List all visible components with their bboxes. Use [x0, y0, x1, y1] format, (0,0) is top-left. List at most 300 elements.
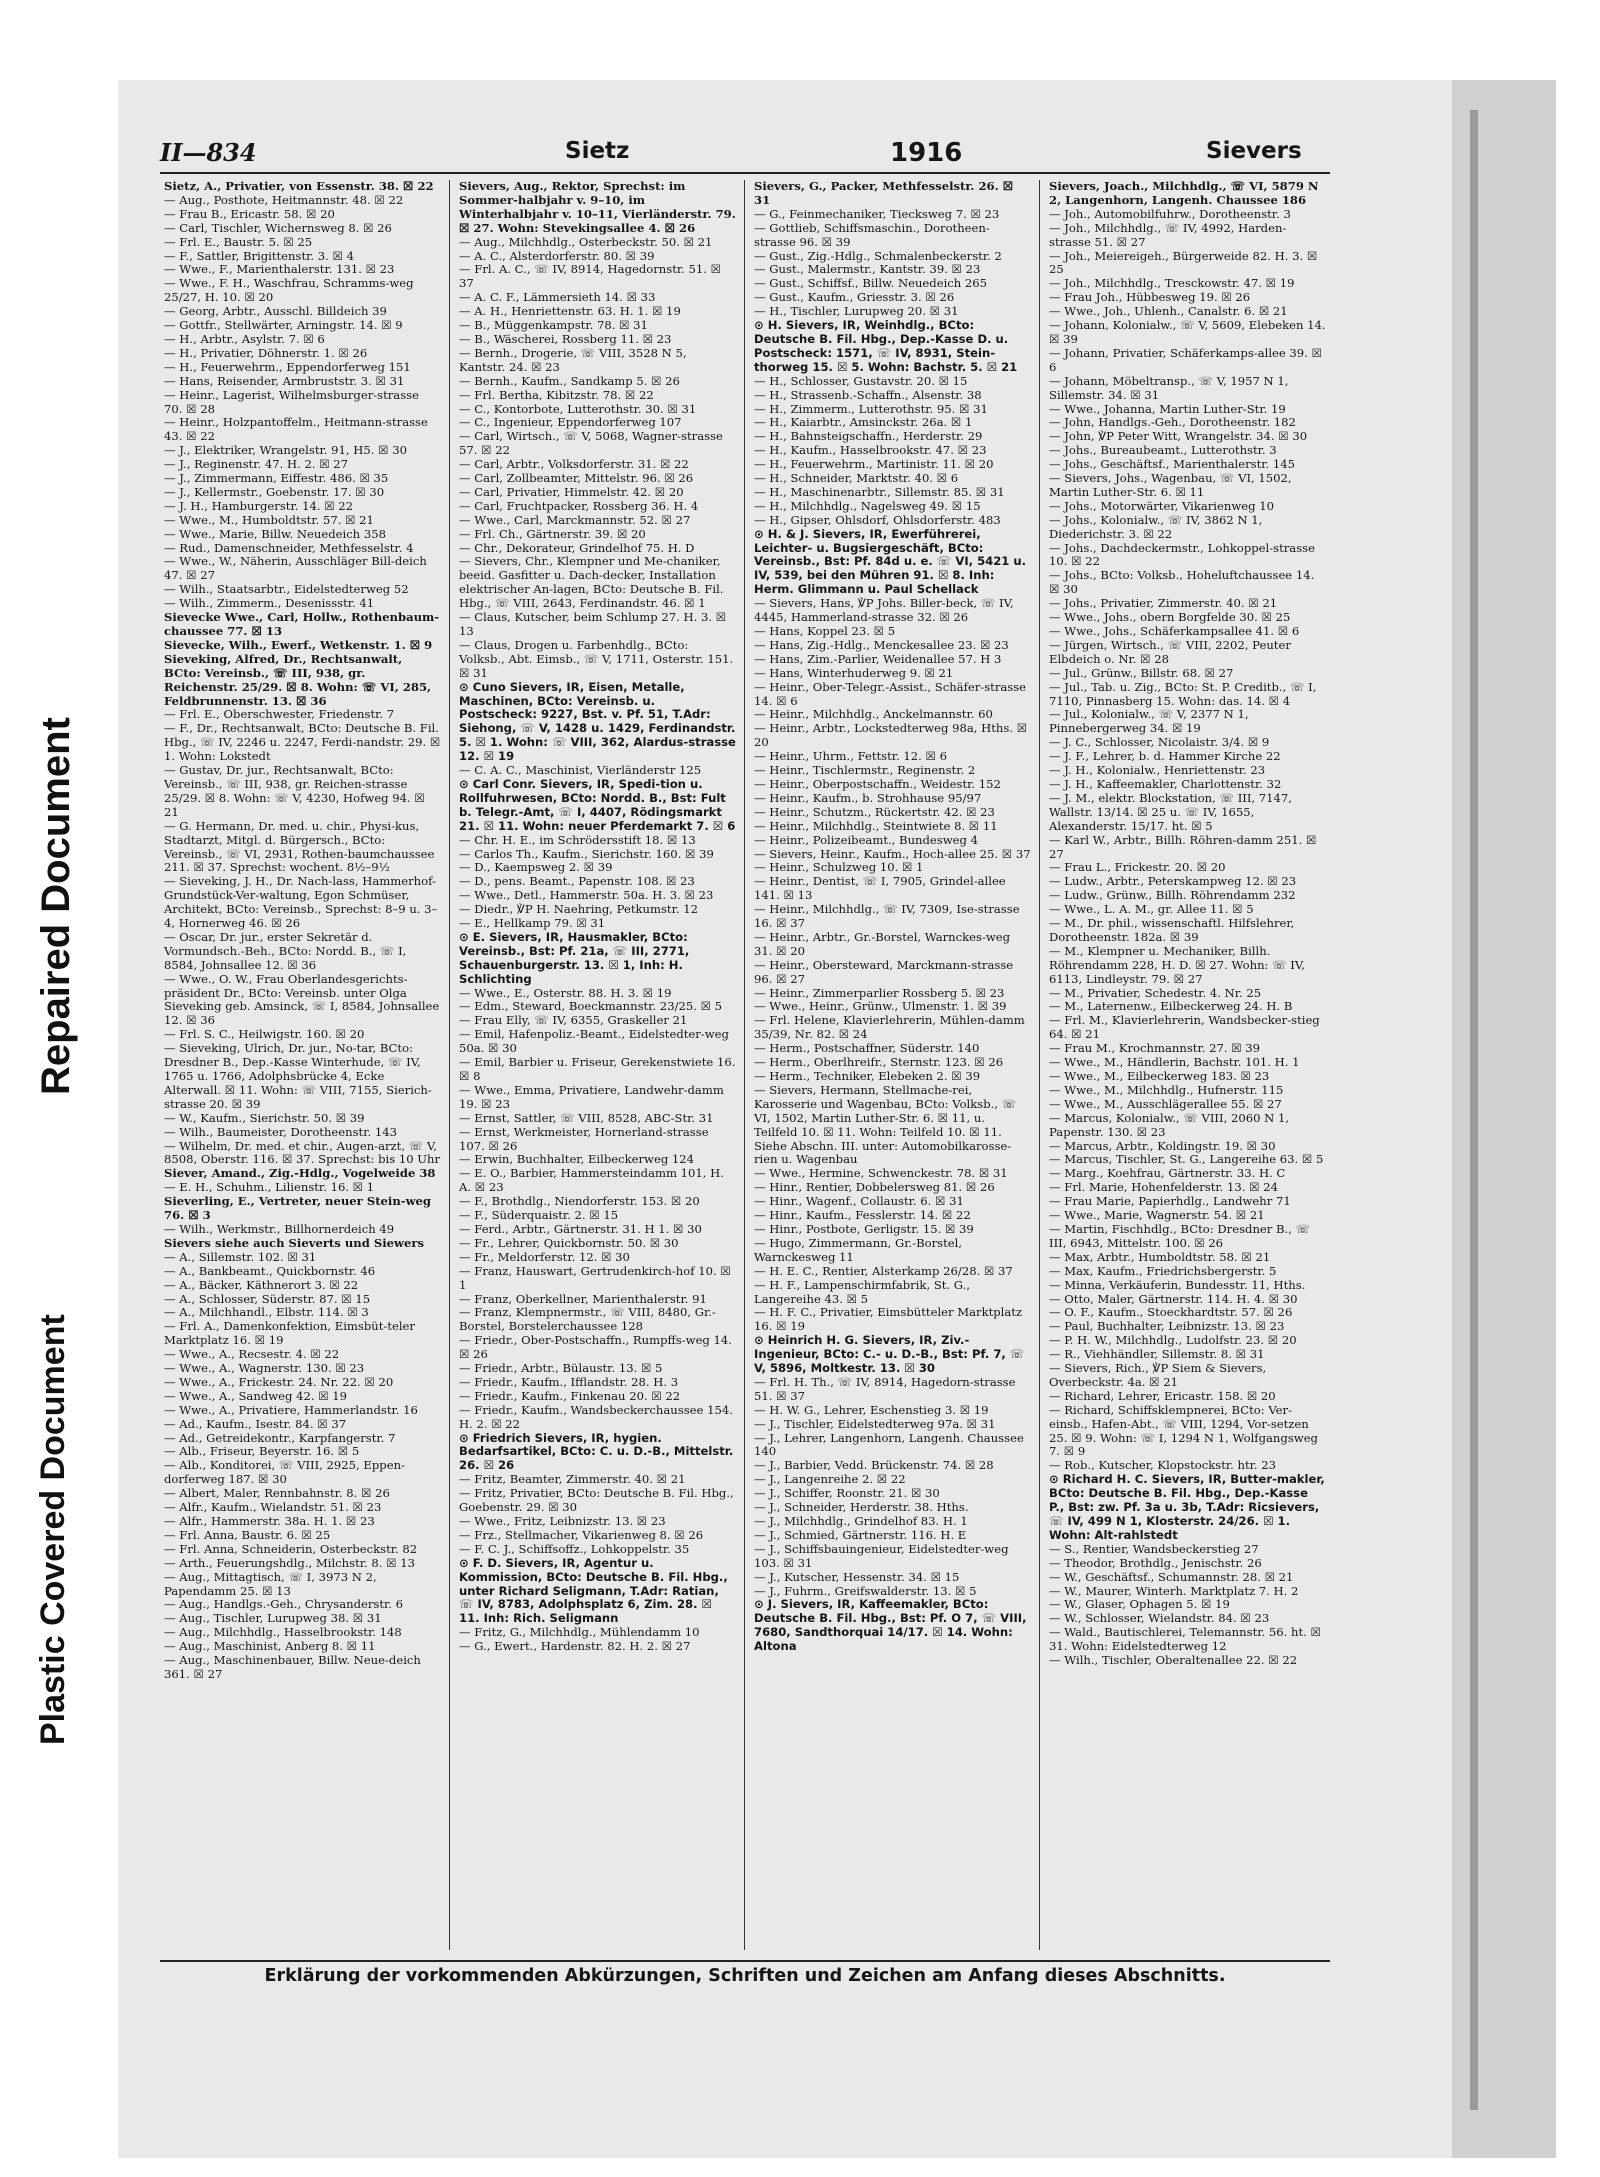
- directory-entry: — H. W. G., Lehrer, Eschenstieg 3. ☒ 19: [754, 1402, 989, 1417]
- directory-entry: — Heinr., Schulzweg 10. ☒ 1: [754, 860, 924, 875]
- directory-entry: — Alb., Friseur, Beyerstr. 16. ☒ 5: [164, 1444, 360, 1459]
- directory-entry: — Wwe., E., Osterstr. 88. H. 3. ☒ 19: [459, 985, 672, 1000]
- directory-entry: — Sieveking, J. H., Dr. Nach-lass, Hammerhof-Grundstück-Ver-waltung, Egon Schmüser, Architekt, BCto: Vereinsb., Sprechst: 8–9 u. 3–4, Hornerweg 46. ☒ 26: [164, 874, 438, 931]
- directory-entry: Sieverling, E., Vertreter, neuer Stein-weg 76. ☒ 3: [164, 1194, 432, 1223]
- directory-entry: — B., Müggenkampstr. 78. ☒ 31: [459, 318, 648, 333]
- directory-entry: ⊙ Heinrich H. G. Sievers, IR, Ziv.-Ingenieur, BCto: C.- u. D.-B., Bst: Pf. 7, ☏ V, 5896, Moltkestr. 13. ☒ 30: [754, 1333, 1025, 1376]
- column-divider: [1039, 180, 1040, 1950]
- directory-entry: — Frl. Anna, Baustr. 6. ☒ 25: [164, 1527, 331, 1542]
- directory-entry: — Heinr., Ober-Telegr.-Assist., Schäfer-strasse 14. ☒ 6: [754, 679, 1027, 708]
- directory-entry: — J. H., Hamburgerstr. 14. ☒ 22: [164, 498, 354, 513]
- directory-entry: — Friedr., Kaufm., Finkenau 20. ☒ 22: [459, 1388, 681, 1403]
- directory-entry: — Heinr., Arbtr., Gr.-Borstel, Warnckes-weg 31. ☒ 20: [754, 929, 1011, 958]
- directory-entry: — Frl. S. C., Heilwigstr. 160. ☒ 20: [164, 1027, 365, 1042]
- directory-entry: — Richard, Lehrer, Ericastr. 158. ☒ 20: [1049, 1388, 1276, 1403]
- directory-entry: — Bernh., Drogerie, ☏ VIII, 3528 N 5, Kantstr. 24. ☒ 23: [459, 345, 687, 374]
- directory-entry: — Fritz, Privatier, BCto: Deutsche B. Fil. Hbg., Goebenstr. 29. ☒ 30: [459, 1486, 734, 1515]
- directory-entry: — Fritz, Beamter, Zimmerstr. 40. ☒ 21: [459, 1472, 686, 1487]
- directory-entry: — Wwe., W., Näherin, Ausschläger Bill-deich 47. ☒ 27: [164, 554, 427, 583]
- directory-entry: — Wilh., Zimmerm., Desenissstr. 41: [164, 596, 375, 611]
- directory-entry: — S., Rentier, Wandsbeckerstieg 27: [1049, 1541, 1259, 1556]
- directory-entry: — P. H. W., Milchhdlg., Ludolfstr. 23. ☒ 20: [1049, 1333, 1297, 1348]
- directory-entry: Sieveking, Alfred, Dr., Rechtsanwalt, BCto: Vereinsb., ☏ III, 938, gr. Reichenstr. 25/29. ☒ 8. Wohn: ☏ VI, 285, Feldbrunnenstr. 13. ☒ 36: [164, 651, 432, 708]
- directory-entry: — F., Süderquaistr. 2. ☒ 15: [459, 1208, 619, 1223]
- directory-entry: — Jul., Kolonialw., ☏ V, 2377 N 1, Pinnebergerweg 34. ☒ 19: [1049, 707, 1249, 736]
- directory-entry: — Aug., Tischler, Lurupweg 38. ☒ 31: [164, 1611, 382, 1626]
- directory-entry: — Wwe., A., Frickestr. 24. Nr. 22. ☒ 20: [164, 1374, 394, 1389]
- directory-entry: — Frl. Bertha, Kibitzstr. 78. ☒ 22: [459, 387, 654, 402]
- directory-entry: — Wwe., Carl, Marckmannstr. 52. ☒ 27: [459, 512, 691, 527]
- directory-entry: — Ad., Getreidekontr., Karpfangerstr. 7: [164, 1430, 396, 1445]
- directory-entry: — Frz., Stellmacher, Vikarienweg 8. ☒ 26: [459, 1527, 704, 1542]
- directory-entry: — J., Milchhdlg., Grindelhof 83. H. 1: [754, 1514, 968, 1528]
- directory-entry: — Franz, Oberkellner, Marienthalerstr. 91: [459, 1291, 707, 1306]
- directory-entry: — Heinr., Lagerist, Wilhelmsburger-strasse 70. ☒ 28: [164, 387, 419, 416]
- directory-entry: — Wwe., Marie, Wagnerstr. 54. ☒ 21: [1049, 1208, 1265, 1223]
- directory-entry: — Georg, Arbtr., Ausschl. Billdeich 39: [164, 304, 387, 319]
- directory-entry: — Frau M., Krochmannstr. 27. ☒ 39: [1049, 1041, 1261, 1056]
- directory-entry: — Frl. Marie, Hohenfelderstr. 13. ☒ 24: [1049, 1180, 1278, 1195]
- directory-entry: — Frl. A., Damenkonfektion, Eimsbüt-teler Marktplatz 16. ☒ 19: [164, 1319, 415, 1348]
- page-binding-shadow: [1470, 110, 1478, 2110]
- directory-entry: — Wwe., Hermine, Schwenckestr. 78. ☒ 31: [754, 1166, 1008, 1181]
- directory-entry: — Hans, Winterhuderweg 9. ☒ 21: [754, 665, 954, 680]
- directory-entry: — Wwe., M., Händlerin, Bachstr. 101. H. 1: [1049, 1055, 1300, 1070]
- directory-entry: — C., Kontorbote, Lutterothstr. 30. ☒ 31: [459, 401, 697, 416]
- directory-entry: — Hinr., Kaufm., Fesslerstr. 14. ☒ 22: [754, 1208, 971, 1223]
- directory-entry: — Richard, Schiffsklempnerei, BCto: Ver-einsb., Hafen-Abt., ☏ VIII, 1294, Vor-setzen 25. ☒ 9. Wohn: ☏ I, 1294 N 1, Wolfgangsweg 7. ☒ 9: [1049, 1402, 1318, 1459]
- abbreviations-footnote: Erklärung der vorkommenden Abkürzungen, Schriften und Zeichen am Anfang dieses Abschnitts.: [160, 1960, 1330, 1986]
- directory-entry: — Herm., Postschaffner, Süderstr. 140: [754, 1041, 980, 1056]
- directory-entry: — Wilh., Werkmstr., Billhornerdeich 49: [164, 1221, 395, 1236]
- directory-entry: — J., Zimmermann, Eiffestr. 486. ☒ 35: [164, 471, 389, 486]
- directory-entry: — Wwe., Johs., obern Borgfelde 30. ☒ 25: [1049, 610, 1291, 625]
- directory-entry: — Carl, Wirtsch., ☏ V, 5068, Wagner-strasse 57. ☒ 22: [459, 429, 723, 458]
- directory-entry: — Friedr., Ober-Postschaffn., Rumpffs-weg 14. ☒ 26: [459, 1333, 732, 1362]
- directory-entry: — A. H., Henriettenstr. 63. H. 1. ☒ 19: [459, 304, 681, 319]
- directory-entry: — Joh., Milchhdlg., Tresckowstr. 47. ☒ 19: [1049, 276, 1295, 291]
- page-binding-edge: [1452, 80, 1556, 2158]
- directory-entry: — Heinr., Milchhdlg., Anckelmannstr. 60: [754, 707, 993, 722]
- directory-entry: — E., Hellkamp 79. ☒ 31: [459, 916, 606, 931]
- directory-entry: — J., Schiffer, Roonstr. 21. ☒ 30: [754, 1486, 940, 1501]
- directory-entry: — J. M., elektr. Blockstation, ☏ III, 7147, Wallstr. 13/14. ☒ 25 u. ☏ IV, 1655, Alexanderstr. 15/17. ht. ☒ 5: [1049, 790, 1292, 833]
- directory-entry: ⊙ Cuno Sievers, IR, Eisen, Metalle, Maschinen, BCto: Vereinsb. u. Postscheck: 9227, Bst. v. Pf. 51, T.Adr: Siehong, ☏ V, 1428 u. 1429, Ferdinandstr. 5. ☒ 1. Wohn: ☏ VIII, 362, Alardus-strasse 12. ☒ 19: [459, 679, 736, 764]
- directory-entry: — Hans, Reisender, Armbruststr. 3. ☒ 31: [164, 373, 405, 388]
- directory-entry: — Chr. H. E., im Schrödersstift 18. ☒ 13: [459, 832, 696, 847]
- directory-entry: — Ad., Kaufm., Isestr. 84. ☒ 37: [164, 1416, 347, 1431]
- directory-entry: — Marcus, Kolonialw., ☏ VIII, 2060 N 1, Papenstr. 130. ☒ 23: [1049, 1110, 1290, 1139]
- page-header: [160, 138, 1330, 174]
- directory-entry: — Alfr., Kaufm., Wielandstr. 51. ☒ 23: [164, 1500, 382, 1515]
- directory-entry: — Gust., Kaufm., Griesstr. 3. ☒ 26: [754, 290, 955, 305]
- directory-entry: — Wwe., A., Privatiere, Hammerlandstr. 16: [164, 1402, 418, 1417]
- directory-entry: — A., Sillemstr. 102. ☒ 31: [164, 1249, 317, 1264]
- directory-entry: — Franz, Klempnermstr., ☏ VIII, 8480, Gr.-Borstel, Borstelerchaussee 128: [459, 1305, 716, 1334]
- directory-entry: — Wwe., F., Marienthalerstr. 131. ☒ 23: [164, 262, 395, 277]
- directory-entry: — Bernh., Kaufm., Sandkamp 5. ☒ 26: [459, 373, 680, 388]
- directory-entry: — H., Tischler, Lurupweg 20. ☒ 31: [754, 304, 959, 319]
- directory-entry: — John, ℣P Peter Witt, Wrangelstr. 34. ☒ 30: [1049, 429, 1308, 444]
- directory-entry: — Johs., Dachdeckermstr., Lohkoppel-strasse 10. ☒ 22: [1049, 540, 1315, 569]
- directory-entry: — Johs., Privatier, Zimmerstr. 40. ☒ 21: [1049, 596, 1278, 611]
- directory-entry: — Martin, Fischhdlg., BCto: Dresdner B., ☏ III, 6943, Mittelstr. 100. ☒ 26: [1049, 1221, 1311, 1250]
- directory-entry: — Frl. Ch., Gärtnerstr. 39. ☒ 20: [459, 526, 646, 541]
- directory-entry: — F. C. J., Schiffsoffz., Lohkoppelstr. 35: [459, 1541, 690, 1556]
- directory-entry: — Arth., Feuerungshdlg., Milchstr. 8. ☒ 13: [164, 1555, 415, 1570]
- directory-entry: — Hans, Koppel 23. ☒ 5: [754, 624, 896, 638]
- directory-entry: — Wald., Bautischlerei, Telemannstr. 56. ht. ☒ 31. Wohn: Eidelstedterweg 12: [1049, 1625, 1321, 1654]
- directory-entry: — Heinr., Schutzm., Rückertstr. 42. ☒ 23: [754, 804, 995, 819]
- directory-entry: — Carlos Th., Kaufm., Sierichstr. 160. ☒ 39: [459, 846, 714, 861]
- directory-entry: — J., Barbier, Vedd. Brückenstr. 74. ☒ 28: [754, 1458, 994, 1473]
- directory-entry: Sievers, Joach., Milchhdlg., ☏ VI, 5879 N 2, Langenhorn, Langenh. Chaussee 186: [1049, 180, 1319, 207]
- directory-entry: — Rob., Kutscher, Klopstockstr. htr. 23: [1049, 1458, 1277, 1473]
- directory-entry: — Frl. M., Klavierlehrerin, Wandsbecker-stieg 64. ☒ 21: [1049, 1013, 1320, 1042]
- directory-entry: — H., Bahnsteigschaffn., Herderstr. 29: [754, 429, 983, 444]
- directory-entry: — Frau Elly, ☏ IV, 6355, Graskeller 21: [459, 1013, 688, 1028]
- directory-entry: — F., Sattler, Brigittenstr. 3. ☒ 4: [164, 248, 354, 263]
- directory-entry: — Hinr., Postbote, Gerligstr. 15. ☒ 39: [754, 1221, 974, 1236]
- directory-entry: — Rud., Damenschneider, Methfesselstr. 4: [164, 540, 414, 555]
- directory-entry: — Wwe., Johanna, Martin Luther-Str. 19: [1049, 401, 1286, 416]
- directory-entry: — W., Kaufm., Sierichstr. 50. ☒ 39: [164, 1110, 365, 1125]
- directory-entry: — Friedr., Kaufm., Ifflandstr. 28. H. 3: [459, 1374, 679, 1389]
- directory-entry: — Erwin, Buchhalter, Eilbeckerweg 124: [459, 1152, 695, 1167]
- directory-entry: — Max, Arbtr., Humboldtstr. 58. ☒ 21: [1049, 1249, 1271, 1264]
- page-number: II—834: [160, 138, 257, 167]
- directory-entry: — Sievers, Johs., Wagenbau, ☏ VI, 1502, Martin Luther-Str. 6. ☒ 11: [1049, 471, 1292, 499]
- directory-entry: — Carl, Privatier, Himmelstr. 42. ☒ 20: [459, 484, 684, 499]
- directory-entry: — J. C., Schlosser, Nicolaistr. 3/4. ☒ 9: [1049, 735, 1270, 750]
- directory-entry: — J. H., Kolonialw., Henriettenstr. 23: [1049, 763, 1266, 778]
- directory-entry: — Jul., Tab. u. Zig., BCto: St. P. Creditb., ☏ I, 7110, Pinnasberg 15. Wohn: das. 14. ☒ 4: [1049, 679, 1317, 708]
- directory-entry: — Frl. Anna, Schneiderin, Osterbeckstr. 82: [164, 1541, 418, 1556]
- directory-entry: — Carl, Zollbeamter, Mittelstr. 96. ☒ 26: [459, 471, 694, 486]
- directory-entry: Sievers, G., Packer, Methfesselstr. 26. ☒ 31: [754, 180, 1014, 207]
- directory-entry: — J., Schiffsbauingenieur, Eidelstedter-weg 103. ☒ 31: [754, 1541, 1009, 1570]
- directory-entry: — Joh., Automobilfuhrw., Dorotheenstr. 3: [1049, 206, 1291, 221]
- directory-entry: — H. F. C., Privatier, Eimsbütteler Marktplatz 16. ☒ 19: [754, 1305, 1023, 1334]
- directory-entry: — H. F., Lampenschirmfabrik, St. G., Langereihe 43. ☒ 5: [754, 1277, 971, 1306]
- directory-entry: — H., Kaiarbtr., Amsinckstr. 26a. ☒ 1: [754, 415, 973, 430]
- directory-entry: ⊙ Friedrich Sievers, IR, hygien. Bedarfsartikel, BCto: C. u. D.-B., Mittelstr. 26. ☒ 26: [459, 1430, 734, 1473]
- directory-entry: — Hugo, Zimmermann, Gr.-Borstel, Warnckesweg 11: [754, 1235, 963, 1264]
- directory-entry: — Chr., Dekorateur, Grindelhof 75. H. D: [459, 540, 695, 555]
- directory-entry: — Wwe., M., Humboldtstr. 57. ☒ 21: [164, 512, 374, 527]
- directory-entry: — Wilh., Baumeister, Dorotheenstr. 143: [164, 1124, 397, 1139]
- directory-entry: — Heinr., Polizeibeamt., Bundesweg 4: [754, 832, 979, 847]
- directory-entry: — Frl. A. C., ☏ IV, 8914, Hagedornstr. 51. ☒ 37: [459, 262, 722, 291]
- directory-entry: — J. F., Lehrer, b. d. Hammer Kirche 22: [1049, 749, 1281, 764]
- directory-entry: Sievecke, Wilh., Ewerf., Wetkenstr. 1. ☒ 9: [164, 637, 433, 652]
- directory-entry: — Frl. E., Baustr. 5. ☒ 25: [164, 234, 313, 249]
- directory-entry: — Wwe., Heinr., Grünw., Ulmenstr. 1. ☒ 39: [754, 999, 1007, 1014]
- directory-entry: — M., Dr. phil., wissenschaftl. Hilfslehrer, Dorotheenstr. 182a. ☒ 39: [1049, 916, 1295, 944]
- directory-entry: — Wwe., M., Eilbeckerweg 183. ☒ 23: [1049, 1069, 1270, 1083]
- directory-entry: — C. A. C., Maschinist, Vierländerstr 125: [459, 763, 702, 778]
- directory-entry: — Diedr., ℣P H. Naehring, Petkumstr. 12: [459, 902, 698, 917]
- directory-entry: — Wwe., O. W., Frau Oberlandesgerichts-präsident Dr., BCto: Vereinsb. unter Olga Sieveking geb. Amsinck, ☏ I, 8584, Johnsallee 12. ☒ 36: [164, 971, 440, 1028]
- directory-entry: Sietz, A., Privatier, von Essenstr. 38. ☒ 22: [164, 180, 434, 193]
- directory-entry: — Johs., Bureaubeamt., Lutterothstr. 3: [1049, 443, 1277, 458]
- directory-entry: — Max, Kaufm., Friedrichsbergerstr. 5: [1049, 1263, 1277, 1278]
- directory-entry: — Oscar, Dr. jur., erster Sekretär d. Vormundsch.-Beh., BCto: Nordd. B., ☏ I, 8584, Johnsallee 12. ☒ 36: [164, 929, 407, 972]
- directory-entry: — Fr., Meldorferstr. 12. ☒ 30: [459, 1249, 630, 1264]
- directory-entry: — Johann, Kolonialw., ☏ V, 5609, Elebeken 14. ☒ 39: [1049, 318, 1326, 346]
- directory-entry: Sievers siehe auch Sieverts und Siewers: [164, 1235, 424, 1250]
- directory-entry: — Frau L., Frickestr. 20. ☒ 20: [1049, 860, 1226, 875]
- directory-entry: — Wwe., L. A. M., gr. Allee 11. ☒ 5: [1049, 902, 1254, 917]
- directory-entry: — C., Ingenieur, Eppendorferweg 107: [459, 415, 682, 430]
- directory-entry: Siever, Amand., Zig.-Hdlg., Vogelweide 38: [164, 1166, 436, 1181]
- directory-column-4: [1045, 180, 1330, 1950]
- directory-entry: — G., Ewert., Hardenstr. 82. H. 2. ☒ 27: [459, 1639, 691, 1654]
- directory-entry: — Gottfr., Stellwärter, Arningstr. 14. ☒ 9: [164, 318, 403, 333]
- directory-entry: — J., Langenreihe 2. ☒ 22: [754, 1472, 906, 1487]
- directory-entry: — M., Laternenw., Eilbeckerweg 24. H. B: [1049, 999, 1293, 1014]
- directory-entry: — G., Feinmechaniker, Tiecksweg 7. ☒ 23: [754, 206, 1000, 221]
- directory-entry: — Edm., Steward, Boeckmannstr. 23/25. ☒ 5: [459, 999, 723, 1014]
- directory-entry: — B., Wäscherei, Rossberg 11. ☒ 23: [459, 331, 672, 346]
- header-first-name: Sietz: [565, 138, 630, 164]
- directory-entry: — Ernst, Sattler, ☏ VIII, 8528, ABC-Str. 31: [459, 1110, 714, 1125]
- directory-entry: — H., Zimmerm., Lutterothstr. 95. ☒ 31: [754, 401, 988, 416]
- directory-entry: — Fritz, G., Milchhdlg., Mühlendamm 10: [459, 1625, 700, 1640]
- directory-entry: — Heinr., Obersteward, Marckmann-strasse 96. ☒ 27: [754, 957, 1014, 986]
- directory-entry: — Heinr., Tischlermstr., Reginenstr. 2: [754, 763, 976, 778]
- directory-entry: — Emil, Barbier u. Friseur, Gerekenstwiete 16. ☒ 8: [459, 1055, 736, 1083]
- directory-entry: — Joh., Milchhdlg., ☏ IV, 4992, Harden-strasse 51. ☒ 27: [1049, 220, 1287, 249]
- directory-entry: — Herm., Techniker, Elebeken 2. ☒ 39: [754, 1069, 981, 1083]
- directory-entry: — Ludw., Grünw., Billh. Röhrendamm 232: [1049, 888, 1296, 903]
- directory-entry: — Wilh., Tischler, Oberaltenallee 22. ☒ 22: [1049, 1653, 1298, 1668]
- directory-entry: — Aug., Maschinenbauer, Billw. Neue-deich 361. ☒ 27: [164, 1653, 421, 1681]
- directory-entry: — J. H., Kaffeemakler, Charlottenstr. 32: [1049, 776, 1282, 791]
- directory-entry: — Aug., Posthote, Heitmannstr. 48. ☒ 22: [164, 192, 404, 207]
- directory-entry: — H., Strassenb.-Schaffn., Alsenstr. 38: [754, 387, 982, 402]
- directory-entry: — Aug., Mittagtisch, ☏ I, 3973 N 2, Papendamm 25. ☒ 13: [164, 1569, 377, 1598]
- directory-entry: — D., pens. Beamt., Papenstr. 108. ☒ 23: [459, 874, 695, 889]
- directory-entry: — W., Geschäftsf., Schumannstr. 28. ☒ 21: [1049, 1569, 1294, 1584]
- directory-entry: — Wwe., Marie, Billw. Neuedeich 358: [164, 526, 386, 541]
- directory-entry: — Ernst, Werkmeister, Hornerland-strasse 107. ☒ 26: [459, 1124, 709, 1153]
- directory-entry: — W., Glaser, Ophagen 5. ☒ 19: [1049, 1597, 1230, 1612]
- directory-entry: — J., Kutscher, Hessenstr. 34. ☒ 15: [754, 1569, 960, 1584]
- directory-entry: — Wwe., F. H., Waschfrau, Schramms-weg 25/27, H. 10. ☒ 20: [164, 276, 414, 305]
- directory-entry: — Heinr., Kaufm., b. Strohhause 95/97: [754, 790, 982, 805]
- directory-entry: ⊙ F. D. Sievers, IR, Agentur u. Kommission, BCto: Deutsche B. Fil. Hbg., unter Richard Seligmann, T.Adr: Ratian, ☏ IV, 8783, Adolphsplatz 6, Zim. 28. ☒ 11. Inh: Rich. Seligmann: [459, 1555, 728, 1626]
- directory-entry: — Frau Joh., Hübbesweg 19. ☒ 26: [1049, 290, 1251, 305]
- directory-column-2: [455, 180, 740, 1950]
- directory-entry: — Claus, Drogen u. Farbenhdlg., BCto: Volksb., Abt. Eimsb., ☏ V, 1711, Osterstr. 151. ☒ 31: [459, 637, 734, 680]
- directory-entry: — Jul., Grünw., Billstr. 68. ☒ 27: [1049, 665, 1234, 680]
- directory-entry: — Frl. Helene, Klavierlehrerin, Mühlen-damm 35/39, Nr. 82. ☒ 24: [754, 1013, 1025, 1042]
- directory-entry: ⊙ H. & J. Sievers, IR, Ewerführerei, Leichter- u. Bugsiergeschäft, BCto: Vereinsb., Bst: Pf. 84d u. e. ☏ VI, 5421 u. IV, 539, bei den Mühren 91. ☒ 8. Inh: Herm. Glimmann u. Paul Schellack: [754, 526, 1027, 597]
- directory-entry: — Wwe., Fritz, Leibnizstr. 13. ☒ 23: [459, 1514, 666, 1528]
- directory-entry: — Frau B., Ericastr. 58. ☒ 20: [164, 206, 335, 221]
- directory-entry: — Wwe., Johs., Schäferkampsallee 41. ☒ 6: [1049, 624, 1300, 638]
- directory-entry: — O. F., Kaufm., Stoeckhardtstr. 57. ☒ 26: [1049, 1305, 1293, 1320]
- directory-entry: — Wwe., A., Wagnerstr. 130. ☒ 23: [164, 1361, 365, 1376]
- directory-entry: — Marg., Koehfrau, Gärtnerstr. 33. H. C: [1049, 1166, 1286, 1181]
- directory-entry: — A., Bankbeamt., Quickbornstr. 46: [164, 1263, 376, 1278]
- directory-entry: — Heinr., Milchhdlg., Steintwiete 8. ☒ 11: [754, 818, 998, 833]
- directory-entry: Sievers, Aug., Rektor, Sprechst: im Sommer-halbjahr v. 9–10, im Winterhalbjahr v. 10–11, Vierländerstr. 79. ☒ 27. Wohn: Stevekingsallee 4. ☒ 26: [459, 180, 736, 235]
- header-year: 1916: [890, 138, 963, 168]
- directory-entry: — H., Privatier, Döhnerstr. 1. ☒ 26: [164, 345, 368, 360]
- directory-entry: — Sievers, Heinr., Kaufm., Hoch-allee 25. ☒ 37: [754, 846, 1031, 861]
- directory-entry: — J., Elektriker, Wrangelstr. 91, H5. ☒ 30: [164, 443, 407, 458]
- directory-entry: — A., Schlosser, Süderstr. 87. ☒ 15: [164, 1291, 371, 1306]
- directory-entry: — Aug., Handlgs.-Geh., Chrysanderstr. 6: [164, 1597, 404, 1612]
- directory-entry: — H., Milchhdlg., Nagelsweg 49. ☒ 15: [754, 498, 981, 513]
- directory-entry: — H., Gipser, Ohlsdorf, Ohlsdorferstr. 483: [754, 512, 1001, 527]
- directory-entry: — Sievers, Chr., Klempner und Me-chaniker, beeid. Gasfitter u. Dach-decker, Installation elektrischer An-lagen, BCto: Deutsche B. Fil. Hbg., ☏ VIII, 2643, Ferdinandstr. 46. ☒ 1: [459, 554, 724, 611]
- directory-entry: — Theodor, Brothdlg., Jenischstr. 26: [1049, 1555, 1262, 1570]
- directory-entry: — Gottlieb, Schiffsmaschin., Dorotheen-strasse 96. ☒ 39: [754, 220, 990, 249]
- directory-entry: — Ludw., Arbtr., Peterskampweg 12. ☒ 23: [1049, 874, 1297, 889]
- directory-entry: ⊙ H. Sievers, IR, Weinhdlg., BCto: Deutsche B. Fil. Hbg., Dep.-Kasse D. u. Postscheck: 1571, ☏ IV, 8931, Stein-thorweg 15. ☒ 5. Wohn: Bachstr. 5. ☒ 21: [754, 318, 1018, 374]
- column-divider: [449, 180, 450, 1950]
- directory-entry: — Gust., Zig.-Hdlg., Schmalenbeckerstr. 2: [754, 248, 1002, 263]
- directory-entry: — Heinr., Dentist, ☏ I, 7905, Grindel-allee 141. ☒ 13: [754, 874, 1006, 903]
- directory-entry: — Frl. E., Oberschwester, Friedenstr. 7: [164, 707, 395, 722]
- directory-entry: — Carl, Tischler, Wichernsweg 8. ☒ 26: [164, 220, 392, 235]
- directory-entry: — Gustav, Dr. jur., Rechtsanwalt, BCto: Vereinsb., ☏ III, 938, gr. Reichen-strasse 25/29. ☒ 8. Wohn: ☏ V, 4230, Hofweg 94. ☒ 21: [164, 763, 425, 819]
- directory-entry: — Friedr., Kaufm., Wandsbeckerchaussee 154. H. 2. ☒ 22: [459, 1402, 733, 1431]
- directory-entry: — Minna, Verkäuferin, Bundesstr. 11, Hths.: [1049, 1277, 1306, 1292]
- directory-entry: — A., Milchhandl., Elbstr. 114. ☒ 3: [164, 1305, 369, 1320]
- directory-entry: — Hans, Zim.-Parlier, Weidenallee 57. H 3: [754, 651, 1002, 666]
- directory-entry: — Alb., Konditorei, ☏ VIII, 2925, Eppen-dorferweg 187. ☒ 30: [164, 1458, 405, 1487]
- directory-entry: — D., Kaempsweg 2. ☒ 39: [459, 860, 613, 875]
- directory-entry: — Aug., Milchhdlg., Hasselbrookstr. 148: [164, 1625, 402, 1640]
- directory-entry: — Marcus, Arbtr., Koldingstr. 19. ☒ 30: [1049, 1138, 1276, 1153]
- directory-entry: — M., Privatier, Schedestr. 4. Nr. 25: [1049, 985, 1262, 1000]
- directory-entry: — Johs., BCto: Volksb., Hoheluftchaussee 14. ☒ 30: [1049, 568, 1315, 597]
- directory-entry: — H., Feuerwehrm., Eppendorferweg 151: [164, 359, 411, 374]
- directory-entry: — R., Viehhändler, Sillemstr. 8. ☒ 31: [1049, 1347, 1265, 1362]
- directory-entry: — Sievers, Hermann, Stellmache-rei, Karosserie und Wagenbau, BCto: Volksb., ☏ VI, 1502, Martin Luther-Str. 6. ☒ 11, u. Teilfeld 10. ☒ 11. Wohn: Teilfeld 10. ☒ 11. Siehe Abschn. III. unter: Automobilkarosse-rien u. Wagenbau: [754, 1082, 1017, 1167]
- directory-entry: — Aug., Milchhdlg., Osterbeckstr. 50. ☒ 21: [459, 234, 713, 249]
- directory-entry: — Johann, Möbeltransp., ☏ V, 1957 N 1, Sillemstr. 34. ☒ 31: [1049, 373, 1289, 402]
- directory-entry: — A., Bäcker, Käthnerort 3. ☒ 22: [164, 1277, 359, 1292]
- directory-entry: — Hans, Zig.-Hdlg., Menckesallee 23. ☒ 23: [754, 637, 1009, 652]
- directory-entry: — Carl, Fruchtpacker, Rossberg 36. H. 4: [459, 498, 699, 513]
- directory-entry: — Sieveking, Ulrich, Dr. jur., No-tar, BCto: Dresdner B., Dep.-Kasse Winterhude, ☏ IV, 1765 u. 1766, Adolphsbrücke 4, Ecke Alterwall. ☒ 11. Wohn: ☏ VIII, 7155, Sierich-strasse 20. ☒ 39: [164, 1041, 432, 1111]
- directory-entry: — Friedr., Arbtr., Bülaustr. 13. ☒ 5: [459, 1361, 663, 1376]
- directory-entry: — Karl W., Arbtr., Billh. Röhren-damm 251. ☒ 27: [1049, 832, 1317, 861]
- directory-entry: — Sievers, Hans, ℣P Johs. Biller-beck, ☏ IV, 4445, Hammerland-strasse 32. ☒ 26: [754, 596, 1014, 625]
- directory-entry: — Wwe., Emma, Privatiere, Landwehr-damm 19. ☒ 23: [459, 1082, 724, 1111]
- directory-entry: — Gust., Malermstr., Kantstr. 39. ☒ 23: [754, 262, 981, 277]
- directory-entry: — W., Maurer, Winterh. Marktplatz 7. H. 2: [1049, 1583, 1299, 1598]
- directory-entry: — Emil, Hafenpoliz.-Beamt., Eidelstedter-weg 50a. ☒ 30: [459, 1027, 729, 1056]
- directory-entry: — Heinr., Milchhdlg., ☏ IV, 7309, Ise-strasse 16. ☒ 37: [754, 902, 1020, 931]
- directory-entry: — J., Schmied, Gärtnerstr. 116. H. E: [754, 1527, 967, 1542]
- directory-entry: — F., Brothdlg., Niendorferstr. 153. ☒ 20: [459, 1194, 700, 1209]
- directory-entry: — A. C. F., Lämmersieth 14. ☒ 33: [459, 290, 656, 305]
- directory-entry: Sievecke Wwe., Carl, Hollw., Rothenbaum-chaussee 77. ☒ 13: [164, 610, 440, 638]
- directory-entry: — H., Kaufm., Hasselbrookstr. 47. ☒ 23: [754, 443, 987, 458]
- directory-entry: — Joh., Meiereigeh., Bürgerweide 82. H. 3. ☒ 25: [1049, 248, 1318, 277]
- directory-entry: — J., Reginenstr. 47. H. 2. ☒ 27: [164, 457, 349, 472]
- column-divider: [744, 180, 745, 1950]
- directory-entry: — Heinr., Arbtr., Lockstedterweg 98a, Hths. ☒ 20: [754, 721, 1028, 750]
- directory-entry: ⊙ J. Sievers, IR, Kaffeemakler, BCto: Deutsche B. Fil. Hbg., Bst: Pf. O 7, ☏ VIII, 7680, Sandthorquai 14/17. ☒ 14. Wohn: Altona: [754, 1597, 1027, 1654]
- directory-entry: — Wwe., A., Recsestr. 4. ☒ 22: [164, 1347, 340, 1362]
- directory-entry: — Wilhelm, Dr. med. et chir., Augen-arzt, ☏ V, 8508, Oberstr. 116. ☒ 37. Sprechst: bis 10 Uhr: [164, 1138, 441, 1167]
- header-last-name: Sievers: [1206, 138, 1302, 164]
- directory-entry: — G. Hermann, Dr. med. u. chir., Physi-kus, Stadtarzt, Mitgl. d. Bürgersch., BCto: Vereinsb., ☏ VI, 2931, Rothen-baumchaussee 211. ☒ 37. Sprechst: wochent. 8½–9½: [164, 818, 435, 875]
- directory-entry: — E. O., Barbier, Hammersteindamm 101, H. A. ☒ 23: [459, 1166, 724, 1195]
- directory-entry: — Ferd., Arbtr., Gärtnerstr. 31. H 1. ☒ 30: [459, 1221, 702, 1236]
- repaired-document-label: Repaired Document: [34, 717, 78, 1095]
- directory-entry: — Wwe., Joh., Uhlenh., Canalstr. 6. ☒ 21: [1049, 304, 1288, 319]
- directory-entry: — Sievers, Rich., ℣P Siem & Sievers, Overbeckstr. 4a. ☒ 21: [1049, 1361, 1267, 1389]
- directory-entry: — F., Dr., Rechtsanwalt, BCto: Deutsche B. Fil. Hbg., ☏ IV, 2246 u. 2247, Ferdi-nandstr. 29. ☒ 1. Wohn: Lokstedt: [164, 721, 441, 764]
- directory-entry: — Johs., Kolonialw., ☏ IV, 3862 N 1, Diederichstr. 3. ☒ 22: [1049, 512, 1263, 541]
- directory-column-3: [750, 180, 1035, 1950]
- directory-entry: — Jürgen, Wirtsch., ☏ VIII, 2202, Peuter Elbdeich o. Nr. ☒ 28: [1049, 637, 1291, 666]
- directory-entry: — Herm., Oberlhreifr., Sternstr. 123. ☒ 26: [754, 1055, 1004, 1070]
- directory-entry: — H., Maschinenarbtr., Sillemstr. 85. ☒ 31: [754, 484, 1005, 499]
- directory-entry: — Wilh., Staatsarbtr., Eidelstedterweg 52: [164, 582, 409, 597]
- directory-entry: — Frl. H. Th., ☏ IV, 8914, Hagedorn-strasse 51. ☒ 37: [754, 1374, 1016, 1403]
- directory-entry: — Heinr., Oberpostschaffn., Weidestr. 152: [754, 776, 1001, 791]
- directory-entry: — A. C., Alsterdorferstr. 80. ☒ 39: [459, 248, 655, 263]
- directory-entry: — H., Schlosser, Gustavstr. 20. ☒ 15: [754, 373, 968, 388]
- directory-entry: — Wwe., Detl., Hammerstr. 50a. H. 3. ☒ 23: [459, 888, 714, 903]
- directory-entry: — Wwe., M., Ausschlägerallee 55. ☒ 27: [1049, 1096, 1282, 1111]
- plastic-covered-document-label: Plastic Covered Document: [34, 1314, 72, 1745]
- directory-entry: — Paul, Buchhalter, Leibnizstr. 13. ☒ 23: [1049, 1319, 1285, 1334]
- directory-entry: ⊙ Richard H. C. Sievers, IR, Butter-makler, BCto: Deutsche B. Fil. Hbg., Dep.-Kasse P., Bst: zw. Pf. 3a u. 3b, T.Adr: Ricsievers, ☏ IV, 499 N 1, Klosterstr. 24/26. ☒ 1. Wohn: Alt-rahlstedt: [1049, 1472, 1325, 1542]
- directory-entry: — Hinr., Wagenf., Collaustr. 6. ☒ 31: [754, 1194, 964, 1209]
- directory-entry: — Johs., Geschäftsf., Marienthalerstr. 145: [1049, 457, 1296, 472]
- directory-entry: — Heinr., Uhrm., Fettstr. 12. ☒ 6: [754, 749, 947, 764]
- directory-entry: — Albert, Maler, Rennbahnstr. 8. ☒ 26: [164, 1486, 390, 1501]
- directory-entry: — J., Schneider, Herderstr. 38. Hths.: [754, 1500, 969, 1515]
- directory-entry: ⊙ E. Sievers, IR, Hausmakler, BCto: Vereinsb., Bst: Pf. 21a, ☏ III, 2771, Schauenburgerstr. 13. ☒ 1, Inh: H. Schlichting: [459, 929, 690, 986]
- directory-entry: — Alfr., Hammerstr. 38a. H. 1. ☒ 23: [164, 1514, 375, 1528]
- directory-entry: — Frau Marie, Papierhdlg., Landwehr 71: [1049, 1194, 1291, 1209]
- directory-entry: — Heinr., Zimmerparlier Rossberg 5. ☒ 23: [754, 985, 1005, 1000]
- directory-entry: — Marcus, Tischler, St. G., Langereihe 63. ☒ 5: [1049, 1152, 1324, 1167]
- directory-entry: — J., Tischler, Eidelstedterweg 97a. ☒ 31: [754, 1416, 996, 1431]
- directory-entry: — Aug., Maschinist, Anberg 8. ☒ 11: [164, 1639, 376, 1654]
- directory-entry: — Wwe., M., Milchhdlg., Hufnerstr. 115: [1049, 1082, 1284, 1097]
- directory-entry: — Gust., Schiffsf., Billw. Neuedeich 265: [754, 276, 988, 291]
- directory-entry: — Hinr., Rentier, Dobbelersweg 81. ☒ 26: [754, 1180, 995, 1195]
- directory-entry: — John, Handlgs.-Geh., Dorotheenstr. 182: [1049, 415, 1296, 430]
- directory-entry: — Johs., Motorwärter, Vikarienweg 10: [1049, 498, 1274, 513]
- directory-entry: — Heinr., Holzpantoffelm., Heitmann-strasse 43. ☒ 22: [164, 415, 428, 444]
- directory-entry: ⊙ Carl Conr. Sievers, IR, Spedi-tion u. Rollfuhrwesen, BCto: Nordd. B., Bst: Fult b. Telegr.-Amt, ☏ I, 4407, Rödingsmarkt 21. ☒ 11. Wohn: neuer Pferdemarkt 7. ☒ 6: [459, 776, 736, 833]
- directory-entry: — H., Arbtr., Asylstr. 7. ☒ 6: [164, 331, 325, 346]
- directory-entry: — Wwe., A., Sandweg 42. ☒ 19: [164, 1388, 348, 1403]
- directory-entry: — M., Klempner u. Mechaniker, Billh. Röhrendamm 228, H. D. ☒ 27. Wohn: ☏ IV, 6113, Lindleystr. 79. ☒ 27: [1049, 943, 1305, 986]
- directory-entry: — H., Feuerwehrm., Martinistr. 11. ☒ 20: [754, 457, 994, 472]
- directory-entry: — Fr., Lehrer, Quickbornstr. 50. ☒ 30: [459, 1235, 679, 1250]
- directory-entry: — Johann, Privatier, Schäferkamps-allee 39. ☒ 6: [1049, 345, 1322, 374]
- directory-entry: — E. H., Schuhm., Lilienstr. 16. ☒ 1: [164, 1180, 375, 1195]
- directory-column-1: [160, 180, 445, 1950]
- directory-entry: — J., Lehrer, Langenhorn, Langenh. Chaussee 140: [754, 1430, 1024, 1459]
- directory-entry: — W., Schlosser, Wielandstr. 84. ☒ 23: [1049, 1611, 1270, 1626]
- directory-entry: — Claus, Kutscher, beim Schlump 27. H. 3. ☒ 13: [459, 610, 727, 638]
